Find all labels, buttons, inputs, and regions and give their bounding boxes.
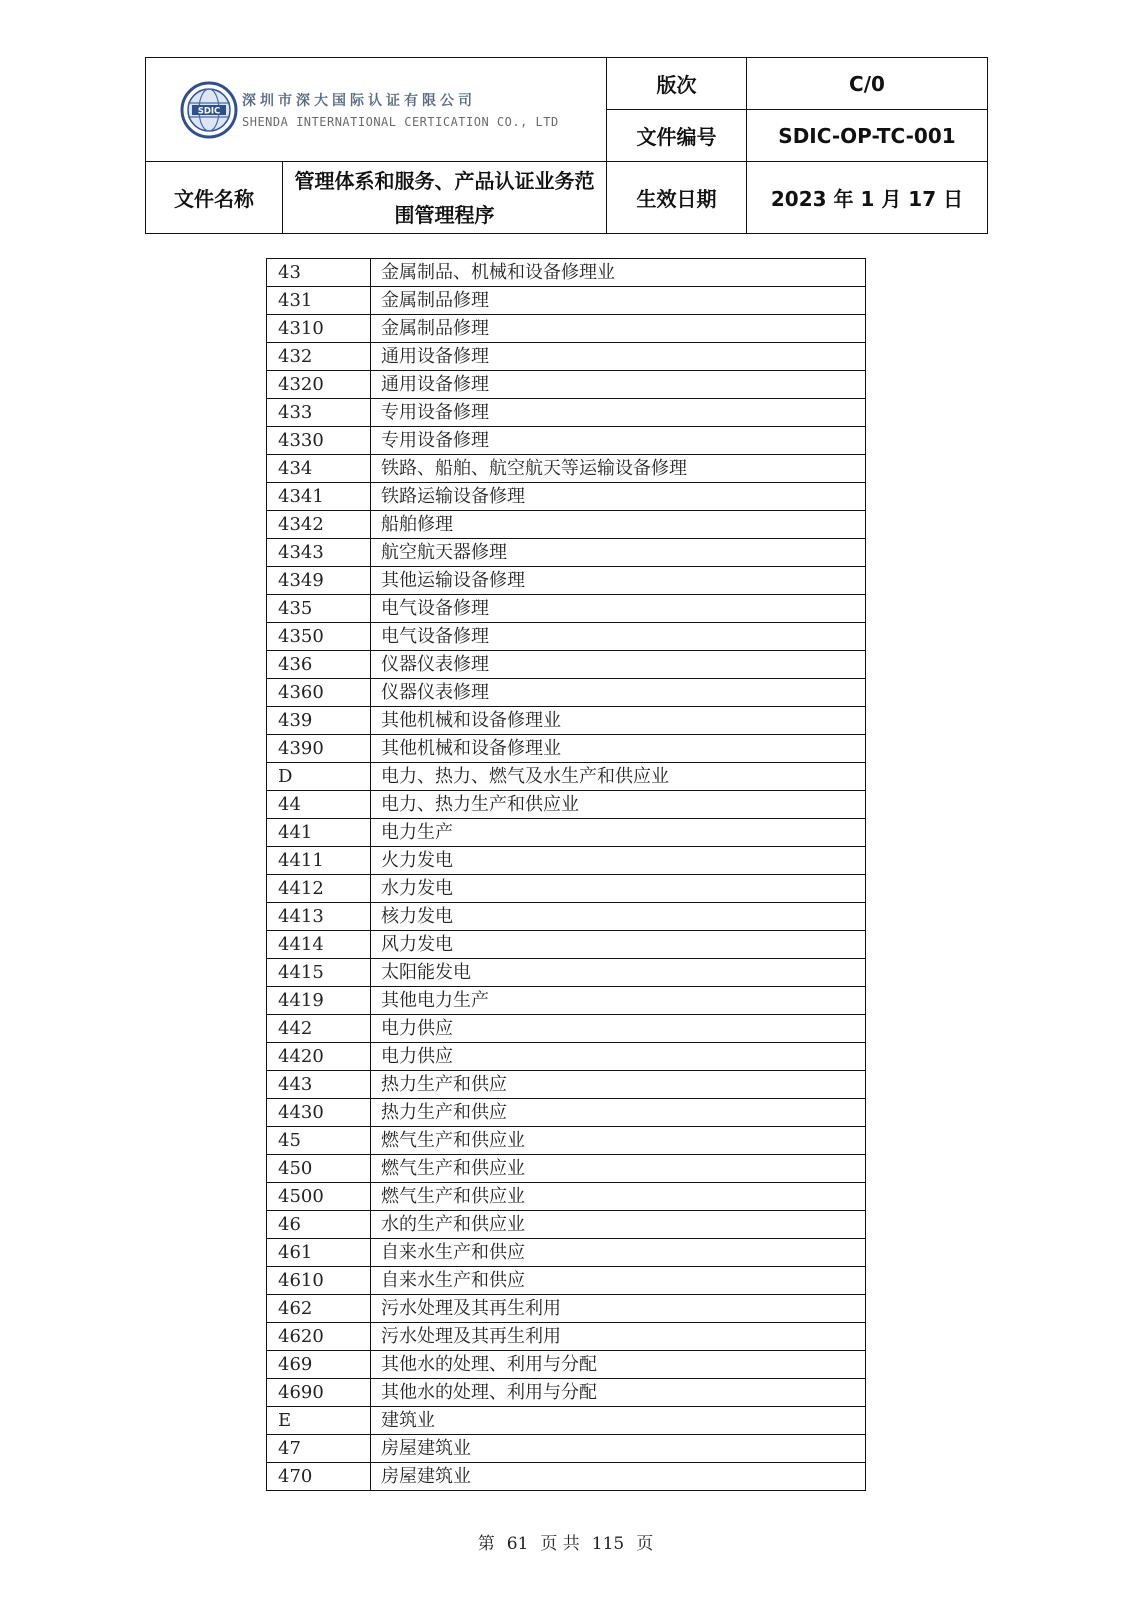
industry-name: 其他运输设备修理 [371,567,866,595]
industry-name: 建筑业 [371,1407,866,1435]
industry-name: 金属制品修理 [371,287,866,315]
table-row [267,875,866,903]
industry-name: 其他水的处理、利用与分配 [371,1351,866,1379]
industry-name: 金属制品修理 [371,315,866,343]
table-row [267,1295,866,1323]
table-row [267,791,866,819]
table-row [267,1099,866,1127]
table-row [267,1463,866,1491]
industry-name: 电力生产 [371,819,866,847]
industry-name: 自来水生产和供应 [371,1239,866,1267]
industry-name: 热力生产和供应 [371,1071,866,1099]
industry-name: 电力、热力生产和供应业 [371,791,866,819]
industry-name: 铁路、船舶、航空航天等运输设备修理 [371,455,866,483]
table-row [267,455,866,483]
page-footer [0,1529,1131,1554]
page-current: 61 [506,1534,529,1554]
industry-name: 电气设备修理 [371,623,866,651]
industry-code: 4415 [267,959,371,987]
industry-code: 4430 [267,1099,371,1127]
industry-code: 4610 [267,1267,371,1295]
table-row [267,259,866,287]
company-name-cn: 深圳市深大国际认证有限公司 [242,93,476,109]
industry-code: 4411 [267,847,371,875]
industry-name: 金属制品、机械和设备修理业 [371,259,866,287]
version-label: 版次 [607,58,747,110]
industry-code: 4390 [267,735,371,763]
industry-name: 其他机械和设备修理业 [371,707,866,735]
table-row [267,371,866,399]
table-row [267,539,866,567]
table-row [267,1127,866,1155]
table-row [267,1407,866,1435]
table-row [267,567,866,595]
industry-name: 电气设备修理 [371,595,866,623]
industry-name: 污水处理及其再生利用 [371,1295,866,1323]
table-row [267,427,866,455]
industry-code: 4320 [267,371,371,399]
company-name-en: SHENDA INTERNATIONAL CERTICATION CO., LTD [242,115,559,129]
industry-code-table [266,258,866,1491]
industry-code: 441 [267,819,371,847]
industry-name: 其他机械和设备修理业 [371,735,866,763]
docno-value: SDIC-OP-TC-001 [747,110,988,162]
industry-name: 房屋建筑业 [371,1435,866,1463]
table-row [267,511,866,539]
industry-name: 船舶修理 [371,511,866,539]
industry-code: D [267,763,371,791]
industry-code: 443 [267,1071,371,1099]
table-row [267,931,866,959]
version-value: C/0 [747,58,988,110]
industry-code: 4349 [267,567,371,595]
svg-text:SDIC: SDIC [197,106,221,116]
industry-name: 水力发电 [371,875,866,903]
table-row [267,987,866,1015]
industry-name: 燃气生产和供应业 [371,1183,866,1211]
industry-name: 其他电力生产 [371,987,866,1015]
page-suffix: 页 [636,1534,654,1554]
industry-code: 43 [267,259,371,287]
industry-code: 4413 [267,903,371,931]
table-row [267,399,866,427]
industry-name: 其他水的处理、利用与分配 [371,1379,866,1407]
industry-name: 风力发电 [371,931,866,959]
industry-code: 4341 [267,483,371,511]
table-row [267,1071,866,1099]
industry-name: 专用设备修理 [371,427,866,455]
industry-code: 4420 [267,1043,371,1071]
page-mid: 页 共 [540,1534,580,1554]
page-total: 115 [591,1534,625,1554]
company-logo-block [146,58,607,162]
table-row [267,959,866,987]
industry-code: 450 [267,1155,371,1183]
table-row [267,1015,866,1043]
industry-name: 房屋建筑业 [371,1463,866,1491]
table-row [267,679,866,707]
industry-code: 44 [267,791,371,819]
table-row [267,707,866,735]
industry-code: 442 [267,1015,371,1043]
docname-line1: 管理体系和服务、产品认证业务范 [294,168,595,193]
industry-name: 通用设备修理 [371,343,866,371]
industry-code: 431 [267,287,371,315]
table-row [267,1043,866,1071]
docname-line2: 围管理程序 [394,202,495,227]
industry-name: 燃气生产和供应业 [371,1155,866,1183]
industry-code: 4343 [267,539,371,567]
industry-code: 470 [267,1463,371,1491]
company-logo [180,81,238,139]
industry-code: 45 [267,1127,371,1155]
industry-code: 4330 [267,427,371,455]
table-row [267,483,866,511]
table-row [267,651,866,679]
industry-name: 仪器仪表修理 [371,679,866,707]
table-row [267,1351,866,1379]
industry-code: E [267,1407,371,1435]
table-row [267,903,866,931]
industry-name: 航空航天器修理 [371,539,866,567]
industry-code: 47 [267,1435,371,1463]
industry-code: 4342 [267,511,371,539]
table-row [267,763,866,791]
industry-code: 4500 [267,1183,371,1211]
table-row [267,1323,866,1351]
docname-value [283,162,607,234]
industry-code: 4419 [267,987,371,1015]
industry-code: 46 [267,1211,371,1239]
industry-name: 火力发电 [371,847,866,875]
table-row [267,1435,866,1463]
industry-name: 专用设备修理 [371,399,866,427]
industry-code: 462 [267,1295,371,1323]
table-row [267,287,866,315]
docno-label: 文件编号 [607,110,747,162]
industry-code: 4414 [267,931,371,959]
page-prefix: 第 [477,1534,495,1554]
industry-code: 4360 [267,679,371,707]
industry-name: 电力、热力、燃气及水生产和供应业 [371,763,866,791]
industry-name: 自来水生产和供应 [371,1267,866,1295]
industry-code: 469 [267,1351,371,1379]
industry-code: 4310 [267,315,371,343]
industry-name: 水的生产和供应业 [371,1211,866,1239]
industry-code: 435 [267,595,371,623]
industry-name: 太阳能发电 [371,959,866,987]
document-header [145,57,988,234]
docname-label: 文件名称 [146,162,283,234]
table-row [267,1211,866,1239]
industry-code: 4412 [267,875,371,903]
table-row [267,623,866,651]
industry-code: 433 [267,399,371,427]
industry-code: 432 [267,343,371,371]
industry-code: 439 [267,707,371,735]
effective-date-label: 生效日期 [607,162,747,234]
table-row [267,595,866,623]
industry-name: 仪器仪表修理 [371,651,866,679]
industry-name: 核力发电 [371,903,866,931]
industry-name: 燃气生产和供应业 [371,1127,866,1155]
table-row [267,1379,866,1407]
industry-code: 434 [267,455,371,483]
industry-code: 4690 [267,1379,371,1407]
effective-date-value: 2023 年 1 月 17 日 [747,162,988,234]
industry-name: 铁路运输设备修理 [371,483,866,511]
table-row [267,819,866,847]
industry-code: 436 [267,651,371,679]
table-row [267,315,866,343]
table-row [267,1155,866,1183]
table-row [267,343,866,371]
industry-name: 热力生产和供应 [371,1099,866,1127]
table-row [267,1239,866,1267]
industry-name: 电力供应 [371,1015,866,1043]
table-row [267,847,866,875]
industry-name: 电力供应 [371,1043,866,1071]
industry-code: 461 [267,1239,371,1267]
table-row [267,1183,866,1211]
table-row [267,1267,866,1295]
industry-code: 4620 [267,1323,371,1351]
industry-name: 污水处理及其再生利用 [371,1323,866,1351]
industry-code: 4350 [267,623,371,651]
table-row [267,735,866,763]
industry-name: 通用设备修理 [371,371,866,399]
